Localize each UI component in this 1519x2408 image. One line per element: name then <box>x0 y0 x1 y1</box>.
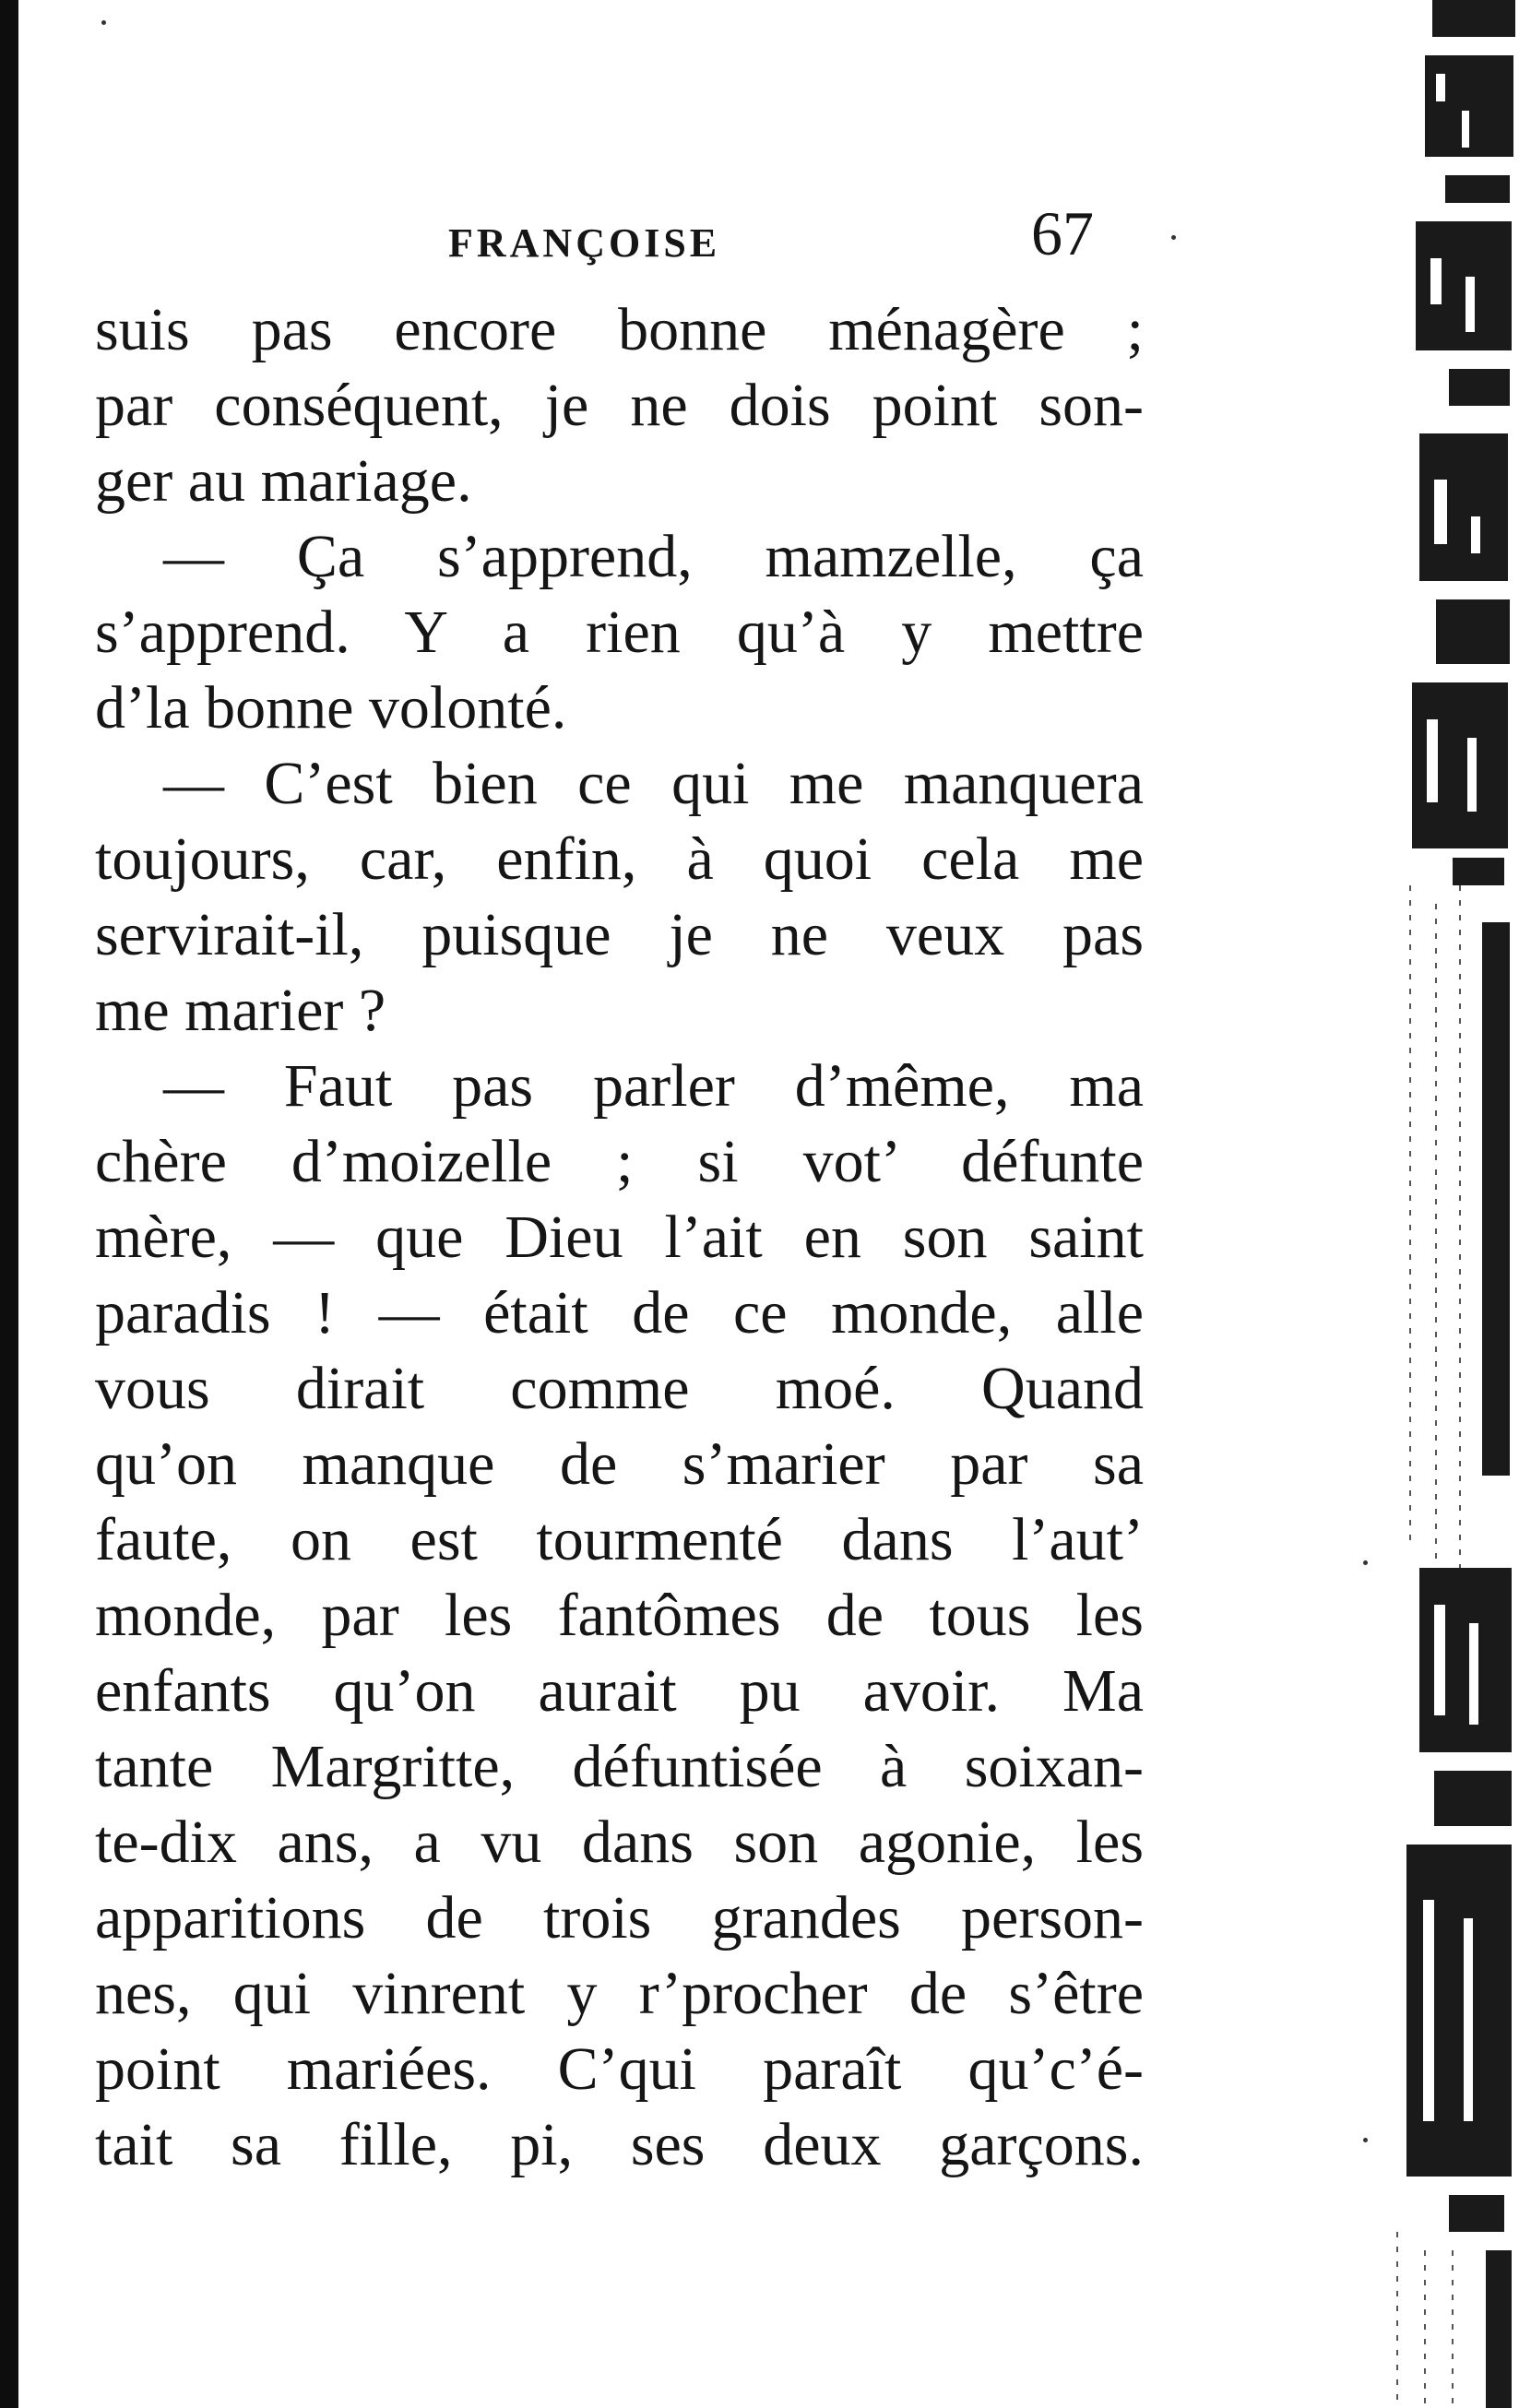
text-line: ger au mariage. <box>95 447 472 515</box>
text-line: suis pas encore bonne ménagère ; <box>95 296 1144 363</box>
text-line: qu’on manque de s’marier par sa <box>95 1430 1144 1498</box>
text-line: monde, par les fantômes de tous les <box>95 1582 1144 1649</box>
running-title: FRANÇOISE <box>448 220 721 266</box>
text-line: paradis ! — était de ce monde, alle <box>95 1279 1144 1346</box>
text-line: enfants qu’on aurait pu avoir. Ma <box>95 1657 1144 1725</box>
text-line: d’la bonne volonté. <box>95 674 567 741</box>
ink-speck <box>1363 2138 1368 2142</box>
adjacent-page-edge <box>1379 0 1519 2408</box>
text-line: tante Margritte, défuntisée à soixan- <box>95 1733 1144 1800</box>
text-line: tait sa fille, pi, ses deux garçons. <box>95 2111 1144 2178</box>
text-line: vous dirait comme moé. Quand <box>95 1355 1144 1422</box>
text-line: te-dix ans, a vu dans son agonie, les <box>95 1809 1144 1876</box>
text-line: par conséquent, je ne dois point son- <box>95 372 1144 439</box>
text-line: — C’est bien ce qui me manquera <box>163 750 1144 817</box>
text-line: nes, qui vinrent y r’procher de s’être <box>95 1960 1144 2027</box>
text-line: faute, on est tourmenté dans l’aut’ <box>95 1506 1144 1573</box>
ink-speck <box>1363 1560 1368 1565</box>
text-line: s’apprend. Y a rien qu’à y mettre <box>95 599 1144 666</box>
text-line: chère d’moizelle ; si vot’ défunte <box>95 1128 1144 1195</box>
text-line: mère, — que Dieu l’ait en son saint <box>95 1204 1144 1271</box>
text-line: point mariées. C’qui paraît qu’c’é- <box>95 2035 1144 2103</box>
text-line: servirait-il, puisque je ne veux pas <box>95 901 1144 968</box>
running-head <box>0 194 1199 277</box>
text-line: — Ça s’apprend, mamzelle, ça <box>163 523 1144 590</box>
ink-speck <box>101 20 106 25</box>
text-line: toujours, car, enfin, à quoi cela me <box>95 825 1144 893</box>
text-line: me marier ? <box>95 977 386 1044</box>
page-number: 67 <box>1031 198 1094 268</box>
text-line: apparitions de trois grandes person- <box>95 1884 1144 1951</box>
text-line: — Faut pas parler d’même, ma <box>163 1052 1144 1120</box>
binding-shadow <box>0 0 18 2408</box>
page-body <box>95 292 1144 2183</box>
